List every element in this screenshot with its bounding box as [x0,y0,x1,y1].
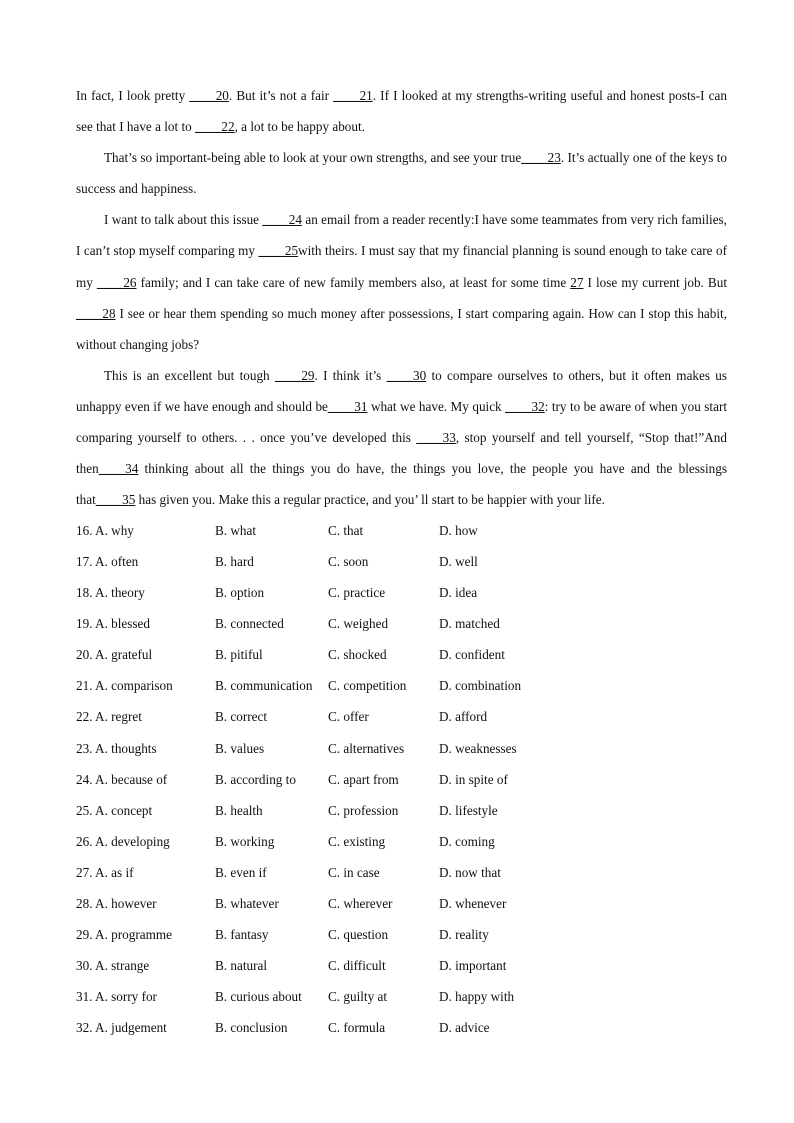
option-d: D. combination [439,678,522,694]
blank-number: ____33 [416,430,456,446]
option-b: B. option [215,585,265,601]
question-options-row [76,951,727,982]
option-a: 19. A. blessed [76,616,150,632]
passage-text: In fact, I look pretty [76,88,190,103]
passage-text: an email from a reader recently:I have some teammates from very rich families, I can’t stop myself comparing my [76,212,727,259]
option-c: C. shocked [328,647,387,663]
blank-number: ____25 [258,243,299,259]
passage-text: I want to talk about this issue [104,212,263,228]
question-options-row [76,671,727,702]
answer-options [76,515,727,1044]
passage-text: : try to be aware of when you start comparing yourself to others. . . once you’ve developed this [76,398,727,446]
question-options-row [76,515,727,546]
blank-number: ____23 [521,150,561,166]
passage-text: , a lot to be happy about. [234,119,365,135]
option-d: D. confident [439,647,505,663]
option-c: C. difficult [328,958,386,974]
option-c: C. competition [328,678,407,694]
option-b: B. communication [215,678,313,694]
option-c: C. in case [328,864,380,880]
question-options-row [76,982,727,1013]
question-options-row [76,795,727,826]
option-a: 28. A. however [76,895,157,911]
question-options-row [76,1013,727,1044]
option-a: 29. A. programme [76,927,172,943]
blank-number: ____31 [327,398,368,414]
question-options-row [76,764,727,795]
option-b: B. whatever [215,895,279,911]
passage-text: . I think it’s [314,367,387,383]
option-a: 20. A. grateful [76,647,153,663]
blank-number: ____35 [95,492,136,508]
passage-paragraph [76,142,727,204]
option-d: D. in spite of [439,771,508,787]
passage-text: I see or hear them spending so much money after possessions, I start comparing again. How can I stop this habit, without changing jobs? [76,305,727,352]
option-d: D. well [439,553,478,569]
option-c: C. wherever [328,895,393,911]
blank-number: 27 [570,274,584,290]
passage-text: to compare ourselves to others, but it often makes us unhappy even if we have enough and should be [76,367,728,414]
passage-text: family; and I can take care of new family members also, at least for some time [136,274,571,290]
option-b: B. natural [215,958,268,974]
option-d: D. idea [439,585,478,601]
question-options-row [76,920,727,951]
passage-text: I lose my current job. But [583,274,727,290]
question-options-row [76,640,727,671]
option-c: C. practice [328,585,386,601]
blank-number: ____29 [274,367,315,383]
question-options-row [76,857,727,888]
option-b: B. even if [215,864,267,880]
option-c: C. question [328,927,389,943]
document-page [76,80,727,1044]
option-c: C. that [328,522,364,538]
option-d: D. advice [439,1020,490,1036]
option-d: D. reality [439,927,489,943]
option-a: 31. A. sorry for [76,989,157,1005]
option-a: 32. A. judgement [76,1020,167,1036]
option-d: D. lifestyle [439,802,498,818]
question-options-row [76,733,727,764]
option-b: B. connected [215,616,284,632]
passage-text: . If I looked at my strengths-writing useful and honest posts-I can see that I have a lot to [76,88,727,135]
question-options-row [76,546,727,577]
passage-text: has given you. Make this a regular practice, and you’ ll start to be happier with your life. [135,492,605,508]
blank-number: ____32 [505,398,545,414]
option-a: 24. A. because of [76,771,168,787]
cloze-passage [76,80,727,515]
option-d: D. matched [439,616,500,632]
option-d: D. now that [439,864,501,880]
blank-number: ____34 [98,461,139,477]
option-a: 30. A. strange [76,958,150,974]
option-c: C. offer [328,709,369,725]
blank-number: ____22 [195,119,235,135]
option-d: D. important [439,958,507,974]
blank-number: ____28 [76,305,116,321]
option-a: 25. A. concept [76,802,153,818]
option-b: B. working [215,833,275,849]
option-d: D. how [439,522,478,538]
question-options-row [76,702,727,733]
passage-text: what we have. My quick [367,398,506,414]
passage-paragraph [76,80,727,142]
option-d: D. coming [439,833,495,849]
option-b: B. curious about [215,989,302,1005]
question-options-row [76,826,727,857]
passage-paragraph [76,360,727,515]
option-a: 22. A. regret [76,709,142,725]
passage-text: . It’s actually one of the keys to success and happiness. [76,150,727,197]
question-options-row [76,578,727,609]
blank-number: ____30 [386,367,427,383]
option-d: D. happy with [439,989,515,1005]
option-a: 18. A. theory [76,585,145,601]
blank-number: ____21 [333,88,373,103]
option-b: B. fantasy [215,927,269,943]
option-b: B. what [215,522,257,538]
option-b: B. correct [215,709,267,725]
option-c: C. guilty at [328,989,387,1005]
blank-number: ____26 [96,274,137,290]
option-c: C. formula [328,1020,386,1036]
option-c: C. weighed [328,616,389,632]
question-options-row [76,609,727,640]
option-b: B. health [215,802,263,818]
option-a: 27. A. as if [76,864,134,880]
option-b: B. values [215,740,265,756]
option-a: 21. A. comparison [76,678,173,694]
option-c: C. apart from [328,771,399,787]
passage-text: This is an excellent but tough [104,367,275,383]
option-d: D. afford [439,709,488,725]
option-c: C. alternatives [328,740,405,756]
passage-text: with theirs. I must say that my financial planning is sound enough to take care of my [76,243,727,290]
option-b: B. pitiful [215,647,263,663]
passage-text: That’s so important-being able to look at your own strengths, and see your true [104,150,522,166]
option-a: 23. A. thoughts [76,740,157,756]
blank-number: ____24 [262,212,302,228]
option-b: B. conclusion [215,1020,288,1036]
option-c: C. soon [328,553,369,569]
passage-text: . But it’s not a fair [228,88,334,103]
option-c: C. existing [328,833,386,849]
option-a: 26. A. developing [76,833,170,849]
option-b: B. according to [215,771,296,787]
option-b: B. hard [215,553,254,569]
passage-paragraph [76,204,727,359]
option-c: C. profession [328,802,399,818]
option-a: 16. A. why [76,522,134,538]
option-d: D. weaknesses [439,740,517,756]
option-a: 17. A. often [76,553,139,569]
option-d: D. whenever [439,895,507,911]
question-options-row [76,888,727,919]
passage-text: , stop yourself and tell yourself, “Stop that!”And then [76,430,727,477]
blank-number: ____20 [189,88,229,103]
passage-text: thinking about all the things you do have, the things you love, the people you have and the blessings that [76,461,727,508]
